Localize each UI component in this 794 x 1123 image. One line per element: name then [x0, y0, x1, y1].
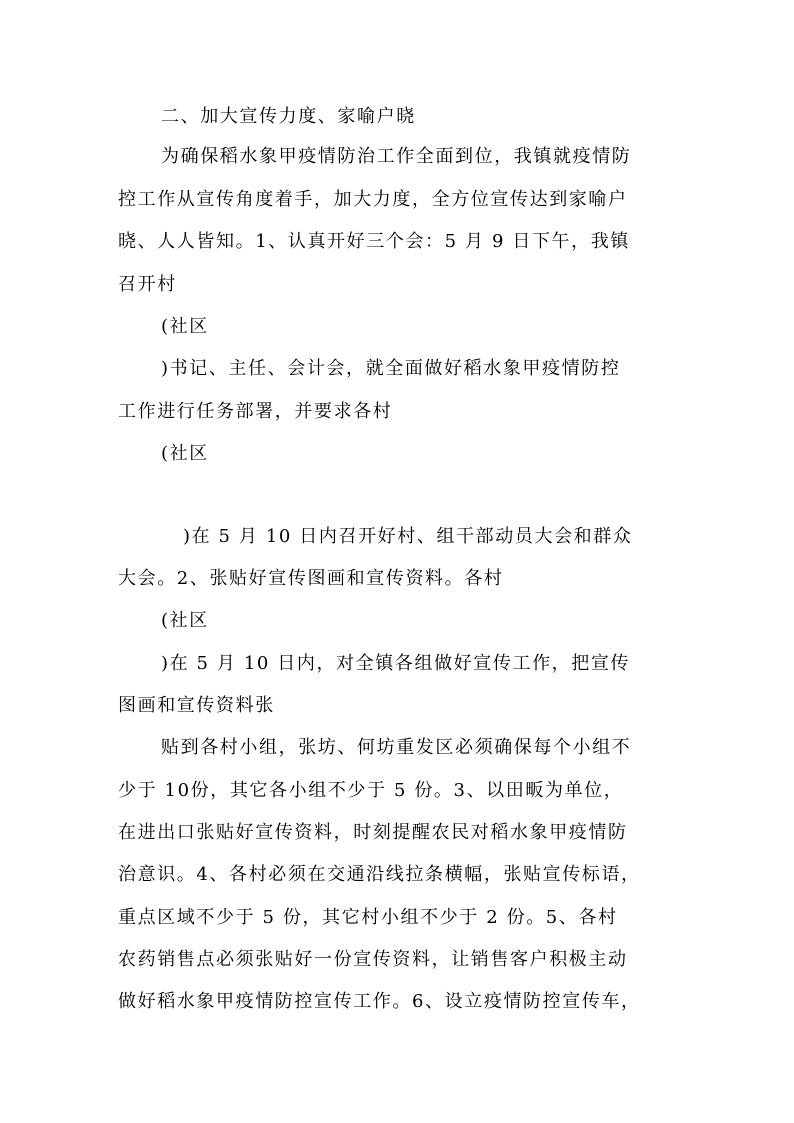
text-line: 召开村 [118, 274, 177, 295]
text-line: 少于 10份，其它各小组不少于 5 份。3、以田畈为单位， [118, 780, 624, 801]
text-line: 控工作从宣传角度着手，加大力度，全方位宣传达到家喻户 [118, 189, 628, 210]
text-line: 重点区域不少于 5 份，其它村小组不少于 2 份。5、各村 [118, 907, 618, 928]
text-line: 治意识。4、各村必须在交通沿线拉条横幅，张贴宣传标语， [118, 864, 641, 885]
text-line: 晓、人人皆知。1、认真开好三个会：5 月 9 日下午，我镇 [118, 231, 630, 252]
text-line: (社区 [161, 610, 209, 631]
text-line: )在 5 月 10 日内，对全镇各组做好宣传工作，把宣传 [161, 653, 631, 674]
text-line: 农药销售点必须张贴好一份宣传资料，让销售客户积极主动 [118, 949, 628, 970]
text-line: 大会。2、张贴好宣传图画和宣传资料。各村 [118, 568, 504, 589]
text-line: 做好稻水象甲疫情防控宣传工作。6、设立疫情防控宣传车， [118, 991, 641, 1012]
text-line: 在进出口张贴好宣传资料，时刻提醒农民对稻水象甲疫情防 [118, 822, 628, 843]
text-line: (社区 [161, 443, 209, 464]
text-line: (社区 [161, 316, 209, 337]
section-heading: 二、加大宣传力度、家喻户晓 [161, 106, 416, 127]
text-line: )书记、主任、会计会，就全面做好稻水象甲疫情防控 [161, 358, 621, 379]
text-line: 贴到各村小组，张坊、何坊重发区必须确保每个小组不 [161, 737, 632, 758]
text-line: 为确保稻水象甲疫情防治工作全面到位，我镇就疫情防 [161, 146, 632, 167]
text-line: 图画和宣传资料张 [118, 695, 275, 716]
text-line: 工作进行任务部署，并要求各村 [118, 401, 393, 422]
text-line: )在 5 月 10 日内召开好村、组干部动员大会和群众 [183, 526, 633, 547]
